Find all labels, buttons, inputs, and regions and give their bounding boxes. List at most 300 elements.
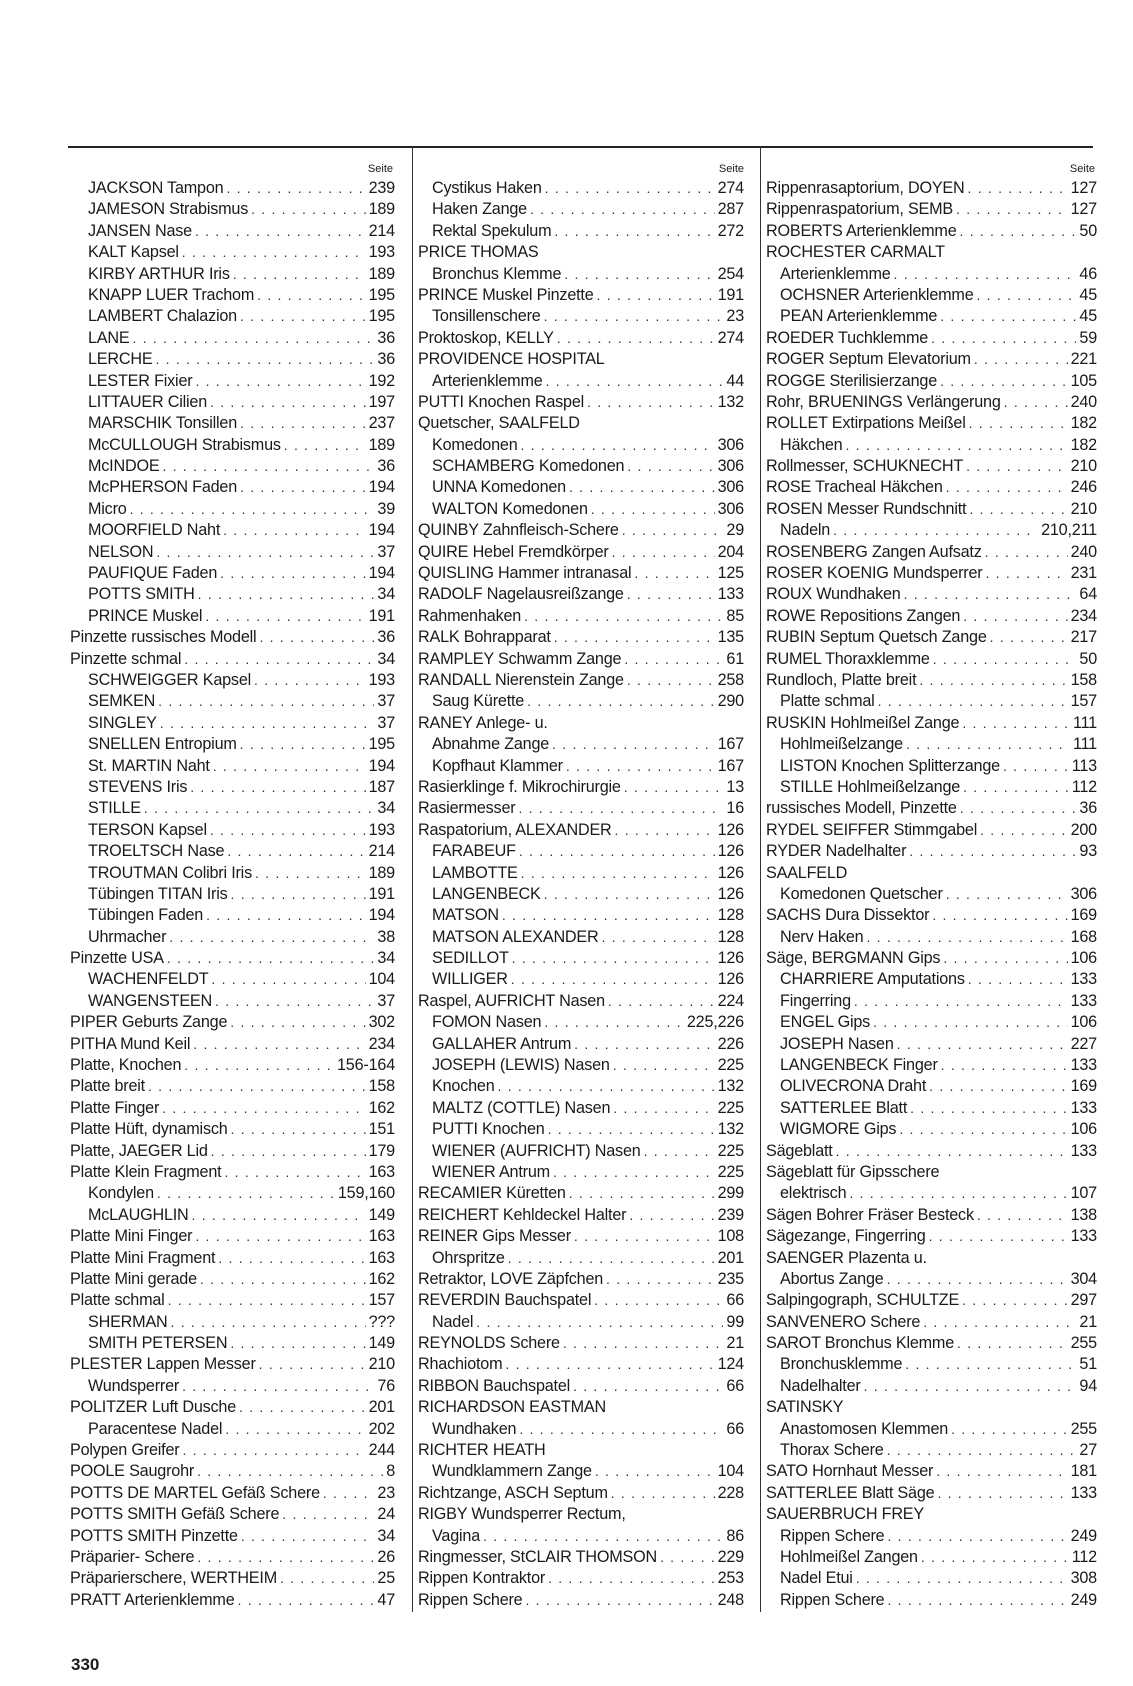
index-entry: [413, 584, 746, 605]
index-entry: [68, 264, 395, 285]
entry-page: 36: [1079, 799, 1097, 818]
dot-leader: [936, 1461, 1067, 1482]
dot-leader: [905, 1354, 1076, 1375]
index-entry: [68, 1076, 395, 1097]
entry-term: Cystikus Haken: [432, 179, 542, 197]
index-entry: [413, 1376, 746, 1397]
entry-term: Sägen Bohrer Fräser Besteck: [766, 1205, 974, 1224]
dot-leader: [239, 1397, 366, 1418]
dot-leader: [512, 948, 715, 969]
dot-leader: [508, 1248, 715, 1269]
entry-page: 126: [717, 820, 744, 839]
entry-term: SATINSKY: [766, 1398, 844, 1417]
dot-leader: [554, 627, 715, 648]
dot-leader: [241, 1526, 375, 1547]
index-entry: [761, 1483, 1097, 1504]
entry-term: OCHSNER Arterienklemme: [780, 285, 974, 304]
entry-term: Rippenraspatorium, SEMB: [766, 200, 954, 219]
entry-term: STILLE Hohlmeißelzange: [780, 777, 961, 796]
entry-term: RALK Bohrapparat: [418, 628, 551, 647]
index-entry: [68, 520, 395, 541]
entry-page: 306: [1070, 884, 1097, 903]
index-entry: [68, 584, 395, 605]
index-entry: [761, 563, 1097, 584]
dot-leader: [240, 477, 366, 498]
dot-leader: [574, 1034, 714, 1055]
index-entry: [761, 1205, 1097, 1226]
dot-leader: [505, 1354, 714, 1375]
index-entry: [761, 734, 1097, 755]
entry-page: 106: [1070, 1013, 1097, 1032]
index-entry: [761, 691, 1097, 712]
entry-term: REYNOLDS Schere: [418, 1334, 560, 1353]
index-entry: [761, 584, 1097, 605]
entry-term: ROEDER Tuchklemme: [766, 328, 929, 347]
entry-term: JANSEN Nase: [88, 221, 192, 240]
entry-page: 179: [368, 1141, 395, 1160]
index-entry: [413, 649, 746, 670]
dot-leader: [554, 221, 714, 242]
dot-leader: [548, 1568, 715, 1589]
entry-term: RADOLF Nagelausreißzange: [418, 585, 624, 604]
entry-term: UNNA Komedonen: [432, 478, 566, 497]
entry-term: RYDER Nadelhalter: [766, 842, 907, 861]
dot-leader: [968, 178, 1068, 199]
entry-term: Kopfhaut Klammer: [432, 756, 563, 775]
entry-term: SATTERLEE Blatt Säge: [766, 1483, 935, 1502]
entry-page: 151: [368, 1120, 395, 1139]
dot-leader: [897, 1034, 1068, 1055]
dot-leader: [144, 798, 375, 819]
entry-term: FARABEUF: [432, 842, 516, 861]
index-entry: [761, 1012, 1097, 1033]
entry-term: Saug Kürette: [432, 692, 525, 711]
entry-page: 217: [1070, 628, 1097, 647]
index-entry: [761, 1568, 1097, 1589]
dot-leader: [544, 884, 715, 905]
entry-term: ROLLET Extirpations Meißel: [766, 414, 966, 433]
dot-leader: [190, 777, 365, 798]
index-entry: [68, 1248, 395, 1269]
entry-page: 133: [1070, 1483, 1097, 1502]
index-entry: [413, 777, 746, 798]
dot-leader: [1003, 756, 1069, 777]
index-entry: [413, 306, 746, 327]
index-entry: [68, 649, 395, 670]
entry-term: Platte, Knochen: [70, 1056, 182, 1075]
entry-page: 195: [368, 735, 395, 754]
dot-leader: [211, 969, 365, 990]
entry-page: 24: [377, 1505, 395, 1524]
dot-leader: [904, 584, 1077, 605]
entry-term: KIRBY ARTHUR Iris: [88, 264, 230, 283]
index-entry: [68, 1419, 395, 1440]
index-entry: [68, 627, 395, 648]
index-entry: [761, 542, 1097, 563]
entry-page: 34: [377, 585, 395, 604]
index-entry: [413, 606, 746, 627]
dot-leader: [213, 756, 366, 777]
index-entry: [761, 1034, 1097, 1055]
entry-page: 308: [1070, 1569, 1097, 1588]
entry-term: PRATT Arterienklemme: [70, 1590, 235, 1609]
entry-term: Bronchus Klemme: [432, 264, 562, 283]
entry-page: 169: [1070, 906, 1097, 925]
entry-term: Quetscher, SAALFELD: [418, 414, 580, 433]
entry-page: 111: [1072, 713, 1097, 732]
index-entry: [68, 1290, 395, 1311]
entry-list: [68, 178, 395, 1611]
entry-term: Fingerring: [780, 991, 851, 1010]
entry-term: Komedonen Quetscher: [780, 884, 943, 903]
entry-page: 189: [368, 863, 395, 882]
entry-page: 231: [1070, 564, 1097, 583]
entry-page: 158: [1070, 670, 1097, 689]
entry-term: SNELLEN Entropium: [88, 735, 237, 754]
index-entry: [761, 969, 1097, 990]
entry-term: GALLAHER Antrum: [432, 1034, 572, 1053]
dot-leader: [594, 1290, 723, 1311]
index-entry: [761, 392, 1097, 413]
index-entry: [68, 927, 395, 948]
entry-page: 167: [717, 735, 744, 754]
dot-leader: [240, 734, 366, 755]
entry-page: 189: [368, 200, 395, 219]
index-entry: [413, 1205, 746, 1226]
entry-term: LAMBERT Chalazion: [88, 307, 237, 326]
dot-leader: [940, 306, 1076, 327]
dot-leader: [929, 1076, 1067, 1097]
index-column-1: [68, 146, 395, 1612]
index-entry: [761, 1312, 1097, 1333]
dot-leader: [836, 1141, 1068, 1162]
dot-leader: [240, 413, 366, 434]
dot-leader: [894, 264, 1077, 285]
index-entry: [68, 905, 395, 926]
dot-leader: [606, 1269, 715, 1290]
dot-leader: [873, 1012, 1068, 1033]
dot-leader: [226, 178, 365, 199]
index-entry: [761, 242, 1097, 263]
entry-page: ???: [368, 1312, 395, 1331]
entry-page: 258: [717, 670, 744, 689]
entry-term: RICHARDSON EASTMAN: [418, 1398, 606, 1417]
entry-page: 23: [377, 1483, 395, 1502]
dot-leader: [986, 563, 1068, 584]
entry-term: REICHERT Kehldeckel Halter: [418, 1205, 627, 1224]
dot-leader: [627, 456, 714, 477]
dot-leader: [259, 1354, 366, 1375]
entry-term: Präparier- Schere: [70, 1548, 195, 1566]
entry-term: Platte Mini Fragment: [70, 1248, 216, 1267]
entry-term: Raspatorium, ALEXANDER: [418, 820, 612, 839]
index-entry: [68, 1098, 395, 1119]
index-entry: [413, 691, 746, 712]
entry-term: Platte, JAEGER Lid: [70, 1141, 208, 1160]
entry-page: 37: [377, 713, 395, 732]
entry-page: 224: [717, 991, 744, 1010]
index-entry: [68, 1119, 395, 1140]
index-entry: [413, 905, 746, 926]
index-entry: [413, 520, 746, 541]
dot-leader: [182, 1376, 374, 1397]
dot-leader: [946, 884, 1068, 905]
entry-term: RUMEL Thoraxklemme: [766, 649, 930, 668]
entry-page: 158: [368, 1077, 395, 1096]
dot-leader: [225, 1419, 365, 1440]
entry-term: Sägeblatt für Gipsschere: [766, 1162, 940, 1181]
dot-leader: [660, 1547, 715, 1568]
entry-term: Rippen Schere: [418, 1590, 523, 1609]
entry-term: Nadelhalter: [780, 1376, 861, 1395]
index-entry: [413, 1461, 746, 1482]
entry-page: 45: [1079, 285, 1097, 304]
index-entry: [413, 264, 746, 285]
dot-leader: [957, 1333, 1068, 1354]
entry-term: Tonsillenschere: [432, 307, 541, 326]
entry-page: 274: [717, 179, 744, 197]
index-entry: [413, 670, 746, 691]
entry-page: 37: [377, 692, 395, 711]
dot-leader: [323, 1483, 375, 1504]
entry-term: ROGER Septum Elevatorium: [766, 350, 971, 369]
entry-page: 135: [717, 628, 744, 647]
entry-term: Rundloch, Platte breit: [766, 670, 917, 689]
dot-leader: [833, 520, 1038, 541]
entry-page: 237: [368, 414, 395, 433]
entry-term: russisches Modell, Pinzette: [766, 799, 957, 818]
entry-page: 191: [368, 884, 395, 903]
entry-term: TROELTSCH Nase: [88, 842, 225, 861]
entry-page: 94: [1079, 1376, 1097, 1395]
dot-leader: [634, 563, 714, 584]
entry-page: 36: [377, 328, 395, 347]
index-entry: [413, 221, 746, 242]
entry-page: 193: [368, 670, 395, 689]
entry-page: 21: [1079, 1312, 1097, 1331]
dot-leader: [197, 1547, 374, 1568]
dot-leader: [544, 1012, 684, 1033]
page-number: 330: [71, 1655, 100, 1674]
index-entry: [68, 1312, 395, 1333]
entry-term: Bronchusklemme: [780, 1355, 903, 1374]
index-entry: [761, 221, 1097, 242]
index-entry: [413, 713, 746, 734]
dot-leader: [525, 1590, 714, 1611]
dot-leader: [963, 777, 1069, 798]
index-entry: [68, 841, 395, 862]
index-entry: [413, 948, 746, 969]
entry-term: Platte breit: [70, 1077, 145, 1096]
dot-leader: [210, 820, 366, 841]
entry-page: 163: [368, 1248, 395, 1267]
index-entry: [68, 499, 395, 520]
index-entry: [761, 435, 1097, 456]
index-entry: [68, 991, 395, 1012]
dot-leader: [148, 1076, 366, 1097]
entry-page: 105: [1070, 371, 1097, 390]
entry-page: 272: [717, 221, 744, 240]
entry-page: 46: [1079, 264, 1097, 283]
dot-leader: [921, 1547, 1069, 1568]
entry-term: ENGEL Gips: [780, 1013, 871, 1032]
dot-leader: [613, 1055, 715, 1076]
entry-term: Rasierklinge f. Mikrochirurgie: [418, 777, 621, 796]
dot-leader: [929, 1226, 1068, 1247]
entry-page: 66: [726, 1291, 744, 1310]
dot-leader: [195, 1226, 365, 1247]
dot-leader: [941, 1055, 1068, 1076]
entry-term: WALTON Komedonen: [432, 499, 588, 518]
dot-leader: [943, 948, 1067, 969]
index-entry: [68, 178, 395, 199]
entry-term: LITTAUER Cilien: [88, 392, 208, 411]
index-entry: [761, 1269, 1097, 1290]
entry-term: PITHA Mund Keil: [70, 1034, 191, 1053]
index-entry: [761, 349, 1097, 370]
dot-leader: [195, 221, 366, 242]
entry-page: 168: [1070, 927, 1097, 946]
entry-page: 66: [726, 1376, 744, 1395]
index-entry: [68, 328, 395, 349]
entry-page: 149: [368, 1205, 395, 1224]
dot-leader: [519, 841, 715, 862]
entry-page: 34: [377, 949, 395, 968]
entry-page: 138: [1070, 1205, 1097, 1224]
dot-leader: [280, 1568, 374, 1589]
dot-leader: [259, 627, 374, 648]
entry-term: SHERMAN: [88, 1312, 168, 1331]
dot-leader: [227, 841, 365, 862]
entry-term: MATSON ALEXANDER: [432, 927, 599, 946]
index-entry: [413, 1248, 746, 1269]
entry-term: PROVIDENCE HOSPITAL: [418, 350, 605, 369]
dot-leader: [231, 1119, 366, 1140]
entry-page: 246: [1070, 478, 1097, 497]
index-entry: [761, 606, 1097, 627]
dot-leader: [184, 1055, 334, 1076]
dot-leader: [198, 584, 375, 605]
index-entry: [68, 371, 395, 392]
index-entry: [413, 627, 746, 648]
dot-leader: [937, 1483, 1067, 1504]
entry-page: 290: [717, 692, 744, 711]
index-entry: [68, 606, 395, 627]
index-entry: [68, 1205, 395, 1226]
index-entry: [413, 499, 746, 520]
entry-term: REINER Gips Messer: [418, 1227, 571, 1246]
index-entry: [413, 1098, 746, 1119]
entry-term: Pinzette schmal: [70, 649, 182, 668]
dot-leader: [230, 1333, 365, 1354]
seite-header: Seite: [718, 163, 744, 175]
entry-term: JOSEPH Nasen: [780, 1034, 894, 1053]
dot-leader: [182, 1440, 365, 1461]
entry-page: 27: [1079, 1441, 1097, 1460]
entry-term: LAMBOTTE: [432, 863, 518, 882]
index-entry: [413, 1076, 746, 1097]
index-entry: [761, 285, 1097, 306]
entry-page: 126: [717, 949, 744, 968]
entry-page: 182: [1070, 435, 1097, 454]
dot-leader: [919, 670, 1067, 691]
index-entry: [761, 1333, 1097, 1354]
index-entry: [68, 1183, 395, 1204]
index-entry: [761, 627, 1097, 648]
entry-page: 29: [726, 521, 744, 540]
entry-term: LANE: [88, 328, 130, 347]
index-entry: [413, 456, 746, 477]
entry-term: MOORFIELD Naht: [88, 521, 221, 540]
entry-term: SCHAMBERG Komedonen: [432, 457, 625, 476]
dot-leader: [168, 1290, 366, 1311]
dot-leader: [627, 584, 715, 605]
entry-page: 210: [1070, 499, 1097, 518]
entry-term: Rasiermesser: [418, 799, 516, 818]
index-column-3: [760, 146, 1097, 1612]
dot-leader: [854, 991, 1068, 1012]
entry-page: 210: [368, 1355, 395, 1374]
entry-page: 47: [377, 1590, 395, 1609]
dot-leader: [960, 221, 1077, 242]
entry-term: Abortus Zange: [780, 1269, 884, 1288]
index-entry: [413, 199, 746, 220]
dot-leader: [595, 1461, 715, 1482]
entry-term: Salpingograph, SCHULTZE: [766, 1291, 960, 1310]
entry-term: QUINBY Zahnfleisch-Schere: [418, 521, 619, 540]
entry-page: 194: [368, 564, 395, 583]
entry-term: ROGGE Sterilisierzange: [766, 371, 938, 390]
dot-leader: [545, 178, 715, 199]
dot-leader: [878, 691, 1068, 712]
dot-leader: [521, 435, 715, 456]
entry-page: 59: [1079, 328, 1097, 347]
entry-term: Platte schmal: [70, 1291, 165, 1310]
entry-term: RIGBY Wundsperrer Rectum,: [418, 1505, 626, 1524]
entry-page: 200: [1070, 820, 1097, 839]
entry-term: SCHWEIGGER Kapsel: [88, 670, 252, 689]
entry-page: 66: [726, 1419, 744, 1438]
index-entry: [761, 1162, 1097, 1183]
index-entry: [413, 969, 746, 990]
dot-leader: [158, 691, 374, 712]
index-entry: [413, 1290, 746, 1311]
index-entry: [761, 991, 1097, 1012]
index-entry: [68, 734, 395, 755]
index-entry: [761, 1397, 1097, 1418]
index-entry: [68, 392, 395, 413]
dot-leader: [284, 435, 366, 456]
entry-page: 133: [1070, 1227, 1097, 1246]
entry-page: 225,226: [686, 1013, 744, 1032]
entry-page: 182: [1070, 414, 1097, 433]
dot-leader: [887, 1269, 1068, 1290]
entry-term: SATTERLEE Blatt: [780, 1098, 908, 1117]
entry-page: 133: [1070, 991, 1097, 1010]
index-entry: [413, 863, 746, 884]
dot-leader: [933, 649, 1077, 670]
dot-leader: [215, 991, 374, 1012]
index-entry: [761, 1119, 1097, 1140]
index-entry: [68, 1504, 395, 1525]
entry-page: 112: [1071, 1548, 1097, 1566]
index-entry: [68, 349, 395, 370]
dot-leader: [864, 1376, 1077, 1397]
entry-page: 111: [1072, 735, 1097, 754]
entry-term: POOLE Saugrohr: [70, 1462, 195, 1481]
entry-term: Pinzette russisches Modell: [70, 628, 257, 647]
index-entry: [761, 1526, 1097, 1547]
